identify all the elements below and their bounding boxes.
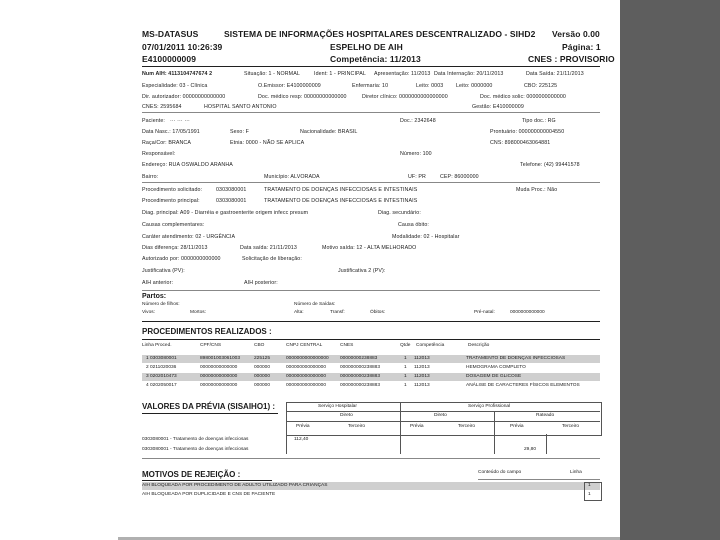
list-item [142, 491, 600, 499]
cell-competencia: 112013 [414, 356, 430, 361]
dias-diferenca: Dias diferença: 28/11/2013 [142, 245, 208, 251]
motivo-text: AIH BLOQUEADA POR DUPLICIDADE E CNS DE PACIENTE [142, 492, 276, 497]
autorizado-por: Autorizado por: 0000000000000 [142, 256, 221, 262]
aih-anterior: AIH anterior: [142, 280, 174, 286]
aih-data-saida: Data Saída: 21/11/2013 [526, 71, 584, 77]
aih-diretor-clinico: Diretor clínico: 0000000000000000 [362, 94, 448, 100]
partos-vivos: Vivos: [142, 310, 155, 315]
aih-gestao: Gestão: E410000009 [472, 104, 524, 110]
aih-data-internacao: Data Internação: 20/11/2013 [434, 71, 504, 77]
valores-row-border [400, 434, 401, 454]
cell-descricao: ANÁLISE DE CARACTERES FÍSICOS ELEMENTOS [466, 383, 580, 388]
col-sh-terceiro: Terceiro [348, 424, 366, 429]
modalidade: Modalidade: 02 - Hospitalar [392, 234, 460, 240]
cell-cnes: 000000000238883 [340, 374, 381, 379]
cell-competencia: 112013 [414, 383, 430, 388]
servico-hospitalar: Serviço Hospitalar [318, 404, 357, 409]
aih-doc-medico-solic: Doc. médico solic: 0000000000000 [480, 94, 566, 100]
col-rat-previa: Prévia [510, 424, 524, 429]
report-subtitle: ESPELHO DE AIH [330, 42, 403, 52]
data-saida: Data saída: 21/11/2013 [240, 245, 297, 251]
paciente-telefone: Telefone: (42) 99441578 [520, 162, 580, 168]
causa-obito: Causa óbito: [398, 222, 429, 228]
print-datetime: 07/01/2011 10:26:39 [142, 42, 223, 52]
aih-cnes: CNES: 2595684 [142, 104, 182, 110]
valores-hrule-1 [286, 411, 600, 412]
servico-profissional: Serviço Profissional [468, 404, 511, 409]
proc-principal-label: Procedimento principal: [142, 198, 200, 204]
sp-direto: Direto [434, 413, 447, 418]
aih-cbo: CBO: 225125 [524, 83, 558, 89]
diag-principal: Diag. principal: A09 - Diarréia e gastroenterite origem infecc presum [142, 210, 309, 216]
partos-title: Partos: [142, 293, 167, 300]
cell-cbo: 000000 [254, 365, 271, 370]
caracter-atendimento: Caráter atendimento: 02 - URGÊNCIA [142, 234, 236, 240]
paciente-prontuario: Prontuário: 000000000004550 [490, 129, 565, 135]
proc-principal-code: 0303080001 [216, 198, 247, 204]
list-item [142, 482, 600, 490]
cell-descricao: HEMOGRAMA COMPLETO [466, 365, 526, 370]
procedimento-rule [142, 290, 600, 291]
cell-cnpj: 000000000000000 [286, 365, 327, 370]
header-rule [142, 66, 600, 67]
partos-alta: Alta: [294, 310, 304, 315]
cell-qtde: 1 [404, 356, 407, 361]
paciente-cep: CEP: 86000000 [440, 174, 479, 180]
paciente-raca: Raça/Cor: BRANCA [142, 140, 191, 146]
procedimentos-title-rule [142, 339, 600, 340]
cell-cpf: 00000000000000 [200, 383, 238, 388]
paciente-label: Paciente: [142, 118, 165, 124]
cell-cnpj: 000000000000000 [286, 374, 327, 379]
valores-hrule-2 [286, 421, 600, 422]
aih-leito2: Leito: 0000000 [456, 83, 493, 89]
cell-cnpj: 000000000000000 [286, 383, 327, 388]
proc-solicitado-desc: TRATAMENTO DE DOENÇAS INFECCIOSAS E INTESTINAIS [264, 187, 418, 193]
proc-mudanca: Muda Proc.: Não [516, 187, 558, 193]
paciente-etnia: Etnia: 0000 - NÃO SE APLICA [230, 140, 305, 146]
sp-rateado: Rateado [536, 413, 555, 418]
report-page [118, 0, 620, 540]
col-qtde: Qtde [400, 343, 411, 348]
valores-divider-2 [494, 411, 495, 434]
report-id: E4100000009 [142, 54, 197, 64]
paciente-numero: Número: 100 [400, 151, 432, 157]
valores-title-rule [142, 413, 278, 414]
competencia: Competência: 11/2013 [330, 54, 421, 64]
cnes: CNES : PROVISORIO [528, 54, 615, 64]
page-number: Página: 1 [562, 42, 601, 52]
col-competencia: Competência [416, 343, 445, 348]
partos-prenatal-value: 0000000000000 [510, 310, 545, 315]
cell-linha: 1 0303080001 [146, 356, 177, 361]
aih-especialidade: Especialidade: 03 - Clínica [142, 83, 208, 89]
aih-situacao: Situação: 1 - NORMAL [244, 71, 300, 77]
partos-numero-filhos: Número de filhos: [142, 302, 180, 307]
paciente-endereco: Endereço: RUA OSWALDO ARANHA [142, 162, 233, 168]
paciente-uf: UF: PR [408, 174, 426, 180]
sh-direto: Direto [340, 413, 353, 418]
motivos-linha-box [584, 482, 602, 501]
valores-row-label: 0303080001 - Tratamento de doenças infecciosas [142, 447, 249, 452]
viewer-left-margin [0, 0, 118, 540]
motivos-title: MOTIVOS DE REJEIÇÃO : [142, 470, 241, 479]
col-conteudo-campo: Conteúdo do campo [478, 470, 522, 475]
version: Versão 0.00 [552, 29, 600, 39]
proc-solicitado-code: 0303080001 [216, 187, 247, 193]
proc-solicitado-label: Procedimento solicitado: [142, 187, 203, 193]
table-row [142, 382, 600, 390]
cell-cnpj: 0000000000000000 [286, 356, 329, 361]
partos-numero-saidas: Número de Saídas: [294, 302, 336, 307]
col-cnes: CNES [340, 343, 354, 348]
cell-cbo: 000000 [254, 374, 271, 379]
partos-rule [142, 321, 600, 322]
paciente-nasc: Data Nasc.: 17/05/1991 [142, 129, 200, 135]
valores-row-label: 0303080001 - Tratamento de doenças infecciosas [142, 437, 249, 442]
viewer-right-margin [620, 0, 720, 540]
paciente-municipio: Município: ALVORADA [264, 174, 320, 180]
partos-obitos: Óbitos: [370, 310, 386, 315]
cell-competencia: 112013 [414, 365, 430, 370]
valores-rule [142, 458, 600, 459]
cell-qtde: 1 [404, 374, 407, 379]
motivo-saida: Motivo saída: 12 - ALTA MELHORADO [322, 245, 417, 251]
col-cbo: CBO [254, 343, 265, 348]
partos-transf: Transf: [330, 310, 345, 315]
col-linha: Linha [570, 470, 582, 475]
causas-complementares: Causas complementares: [142, 222, 205, 228]
valores-row-sh: 112,40 [294, 437, 309, 442]
paciente-responsavel: Responsável: [142, 151, 176, 157]
cell-descricao: TRATAMENTO DE DOENÇAS INFECCIOSAS [466, 356, 566, 361]
paciente-doc: Doc.: 2342648 [400, 118, 436, 124]
paciente-cns: CNS: 898000463064881 [490, 140, 551, 146]
valores-row-sp: 29,80 [524, 447, 537, 452]
col-sp-terceiro: Terceiro [458, 424, 476, 429]
diag-secundario: Diag. secundário: [378, 210, 421, 216]
col-sp-previa: Prévia [410, 424, 424, 429]
cell-competencia: 112013 [414, 374, 430, 379]
aih-hospital: HOSPITAL SANTO ANTONIO [204, 104, 277, 110]
cell-descricao: DOSAGEM DE GLICOSE [466, 374, 522, 379]
aih-dir-autorizador: Dir. autorizador: 00000000000000 [142, 94, 226, 100]
col-linha-proced: Linha Proced. [142, 343, 172, 348]
aih-ident: Ident: 1 - PRINCIPAL [314, 71, 366, 77]
col-sh-previa: Prévia [296, 424, 310, 429]
cell-cbo: 225125 [254, 356, 271, 361]
cell-cpf: 00000000000000 [200, 374, 238, 379]
paciente-nome: ··· ··· ··· [170, 118, 190, 124]
col-cpf-cns: CPF/CNS [200, 343, 222, 348]
cell-cpf: 898001003061003 [200, 356, 241, 361]
motivo-text: AIH BLOQUEADA POR PROCEDIMENTO DE ADULTO UTILIZADO PARA CRIANÇAS [142, 483, 328, 488]
paciente-tipo-doc: Tipo doc.: RG [522, 118, 556, 124]
aih-posterior: AIH posterior: [244, 280, 278, 286]
table-row [142, 373, 600, 381]
solicitacao-liberacao: Solicitação de liberação: [242, 256, 302, 262]
system-acronym: MS-DATASUS [142, 29, 199, 39]
valores-row-border [546, 434, 547, 454]
cell-linha: 3 0202010473 [146, 374, 177, 379]
motivo-linha: 1 [588, 483, 591, 488]
aih-leito: Leito: 0003 [416, 83, 444, 89]
valores-row-border [286, 434, 287, 454]
valores-divider [400, 402, 401, 434]
procedimentos-title: PROCEDIMENTOS REALIZADOS : [142, 327, 272, 336]
partos-prenatal: Pré-natal: [474, 310, 495, 315]
motivos-title-rule [142, 480, 272, 481]
cell-cbo: 000000 [254, 383, 271, 388]
partos-mortos: Mortos: [190, 310, 206, 315]
aih-orgao-emissor: O.Emissor: E4100000009 [258, 83, 321, 89]
cell-qtde: 1 [404, 383, 407, 388]
cell-qtde: 1 [404, 365, 407, 370]
report-title: SISTEMA DE INFORMAÇÕES HOSPITALARES DESCENTRALIZADO - SIHD2 [224, 29, 536, 39]
proc-principal-desc: TRATAMENTO DE DOENÇAS INFECCIOSAS E INTESTINAIS [264, 198, 418, 204]
aih-doc-medico-resp: Doc. médico resp: 00000000000000 [258, 94, 347, 100]
justificativa-2: Justificativa 2 (PV): [338, 268, 386, 274]
valores-title: VALORES DA PRÉVIA (SISAIHO1) : [142, 402, 276, 411]
paciente-bairro: Bairro: [142, 174, 159, 180]
cell-cpf: 00000000000000 [200, 365, 238, 370]
motivos-header-rule [478, 479, 600, 480]
aih-enfermaria: Enfermaria: 10 [352, 83, 389, 89]
justificativa: Justificativa (PV): [142, 268, 185, 274]
motivo-linha: 1 [588, 492, 591, 497]
col-rat-terceiro: Terceiro [562, 424, 580, 429]
aih-apresentacao: Apresentação: 11/2013 [374, 71, 431, 77]
valores-row-border [494, 434, 495, 454]
cell-cnes: 00000000238883 [340, 356, 378, 361]
cell-cnes: 000000000238883 [340, 383, 381, 388]
cell-linha: 2 0211020036 [146, 365, 177, 370]
aih-number: Num AIH: 4113104747674 2 [142, 71, 213, 77]
paciente-nacionalidade: Nacionalidade: BRASIL [300, 129, 358, 135]
cell-cnes: 000000000238883 [340, 365, 381, 370]
paciente-rule [142, 182, 600, 183]
table-row [142, 364, 600, 372]
aih-rule [142, 112, 600, 113]
table-row [142, 355, 600, 363]
cell-linha: 4 0202050017 [146, 383, 177, 388]
col-cnpj-central: CNPJ CENTRAL [286, 343, 323, 348]
paciente-sexo: Sexo: F [230, 129, 249, 135]
col-descricao: Descrição [468, 343, 490, 348]
